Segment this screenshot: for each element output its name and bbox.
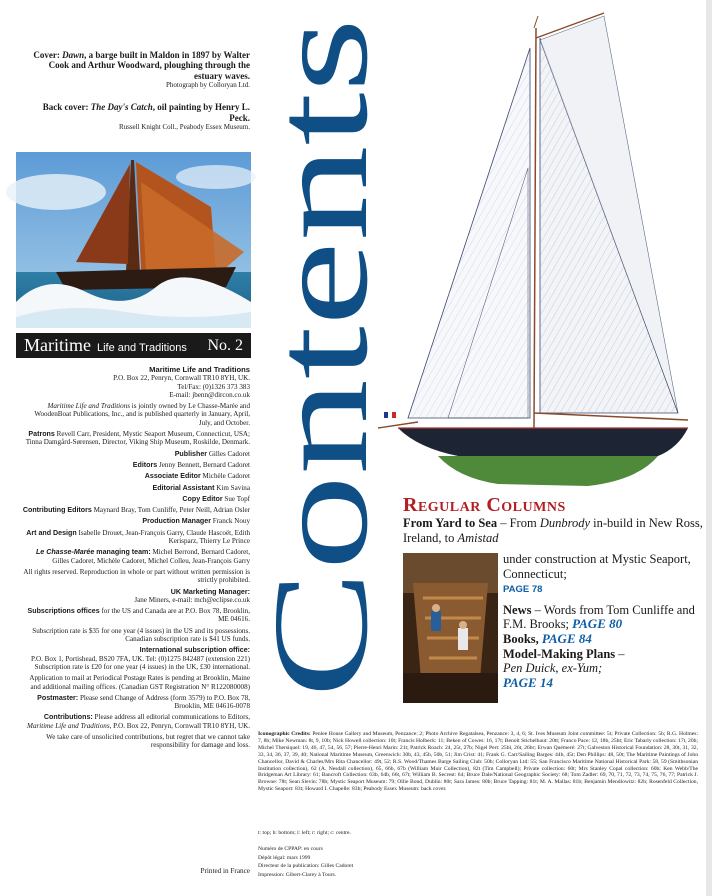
contributions-text: Please address all editorial communications to Editors, xyxy=(92,713,250,722)
yard-to-sea-intro xyxy=(403,516,703,546)
model-making-entry xyxy=(503,647,703,691)
art-design-names: Isabelle Drouet, Jean-François Garry, Claude Hascoët, Edith Kerisparz, Thierry Le Prince xyxy=(78,528,250,546)
contributing-editors-label: Contributing Editors xyxy=(22,506,92,515)
regular-columns-title: Regular Columns xyxy=(403,494,566,516)
postage-text: Application to mail at Periodical Postage Rates is pending at Brooklin, Maine and additional mailing offices. (Canadian GST Registration N° R122080008) xyxy=(29,674,250,691)
admin-line: Numéro de CPPAP: en cours xyxy=(258,846,323,852)
banner-title xyxy=(24,335,187,356)
yard-text-b: in-build in New Ross, Ireland, to xyxy=(403,516,703,545)
admin-line: Dépôt légal: mars 1999 xyxy=(258,854,311,861)
cover-caption xyxy=(22,50,250,81)
cover-captions xyxy=(22,50,250,132)
art-design-label: Art and Design xyxy=(26,528,77,537)
admin-info xyxy=(258,845,353,879)
subscriptions-text: for the US and Canada are at P.O. Box 78, Brooklin, ME 04616. xyxy=(99,607,250,624)
yard-to-sea-label: From Yard to Sea xyxy=(403,516,498,530)
yard-text-c: under construction at Mystic Seaport, Connecticut; xyxy=(503,552,691,581)
editors-names: Jenny Bennett, Bernard Cadoret xyxy=(158,460,250,469)
contributions-address: , P.O. Box 22, Penryn, Cornwall TR10 8YH, UK. xyxy=(109,721,250,730)
yard-ship-amistad: Amistad xyxy=(457,531,499,545)
books-page-ref[interactable]: PAGE 84 xyxy=(541,630,592,646)
iconographic-text: Penlee House Gallery and Museum, Penzance: 2; Photo Archive Regatalsea, Penzance: 3, 4, 6; St. Ives Museum Joint committee: 5t; Private Collection: 5b; R.G. Holmes: 7, 8b; Mike Newman: 8t, 9, 10b; Nick Howell collection: 10t; Francis Holbeck: 11; Beken of Cowes: 16, 17t; Benoît Stichelbaut: 20tt; Franco Pace: 12, 18b, 25bt; Eric Tabarly collection: 17t, 20b; Michel Thersiquel: 19, 46, 47, 54, 56, 57; Pierre-Henri Marin: 21t; Patrick Roach: 24, 25t, 27b; Nigel Pert: 25bl, 26t, 26br; Erwan Quémeré: 27t; Galveston Historical Foundation: 28, 30t, 31, 32, 33, 34, 36, 37, 39, 40; National Maritime Museum, Greenwich: 30b, 43, 45b, 50b, 51; Jim Crist: 41; Frank G. Carr/Sailing Barges: 44b, 45t; Den Phillips: 48, 50t; The Maritime Paintings of John Chancellor, David & Charles/Mrs Rita Chancellor: 49t, 52; R.S. Wood/Thames Barge Sailing Club: 50b; Colloryan Ltd: 55; San Francisco Maritime National Historical Park: 58, 59 (Smithsonian Institution collection), 62 (A. Nesdall collection), 65, 66b, 67b (William Muir Collection), 82t (Tim Campbell); Private collection: 60t; Mrs Stanley Copal collection: 60b; Ken Webb/The Bridgeman Art Library: 61; Bancroft Collection: 63b, 64b, 66t, 67t; William B. Secrest: 64; Bruce Dale/National Geographic Society: 68; Tom Zadler: 69, 70, 71, 72, 73, 74, 75, 76, 77; Patrick J. Browne: 78t; Sean Slevin: 78b; Mystic Seaport Museum: 79; Ollie Bond, Dublin: 80t; Sara James: 80b; Bruce Tapping: 81t; M. A. Mallas: 81b; Benjamin Mendlowitz: 82b; Rosenfeld Collection, Mystic Seaport: 83t; Howard I. Chapelle: 83b; Peabody Essex Museum: back cover. xyxy=(258,731,698,793)
cover-text: , a barge built in Maldon in 1897 by Walter Cook and Arthur Woodward, ploughing through the estuary waves. xyxy=(48,50,250,81)
regular-columns-list xyxy=(503,552,703,690)
publication-email: E-mail: jbenn@dircon.co.uk xyxy=(169,390,250,399)
books-label: Books, xyxy=(503,631,539,646)
admin-line: Directeur de la publication: Gilles Cadoret xyxy=(258,863,354,870)
back-cover-text: , oil painting by Henry L. Peck. xyxy=(152,102,250,123)
contributions-title: Maritime Life and Traditions xyxy=(27,721,110,730)
iconographic-label: Iconographic Credits: xyxy=(258,731,311,737)
international-label: International subscription office: xyxy=(139,646,250,655)
postmaster-text: Please send Change of Address (form 3579) to P.O. Box 78, Brooklin, ME 04616-0078 xyxy=(78,693,250,711)
cover-label: Cover: xyxy=(33,50,60,60)
associate-editor-label: Associate Editor xyxy=(144,472,201,481)
care-text: We take care of unsolicited contributions, but regret that we cannot take responsibility for damage and loss. xyxy=(46,732,250,750)
position-key: t: top; b: bottom; l: left; r: right; c: centre. xyxy=(258,830,351,836)
associate-editor-name: Michèle Cadoret xyxy=(202,472,250,481)
lcm-names: Michel Berrond, Bernard Cadoret, Gilles Cadoret, Michèle Cadoret, Michel Colleu, Jean-François Garry xyxy=(52,548,250,565)
yard-page-ref[interactable]: PAGE 78 xyxy=(503,584,543,596)
publisher-name: Gilles Cadoret xyxy=(208,449,250,458)
lcm-label-italic: Le Chasse-Marée xyxy=(35,548,95,557)
sail-plan-illustration xyxy=(378,8,696,490)
subscriptions-label: Subscriptions offices xyxy=(27,607,100,616)
rights-text: All rights reserved. Reproduction in whole or part without written permission is strictly prohibited. xyxy=(23,567,250,585)
admin-line: Impression: Gibert-Clarey à Tours. xyxy=(258,871,337,878)
model-making-label: Model-Making Plans xyxy=(503,646,616,661)
model-making-ships: Pen Duick, ex-Yum; xyxy=(503,661,603,676)
model-making-page-ref[interactable]: PAGE 14 xyxy=(503,674,553,690)
maritime-banner xyxy=(16,333,251,358)
contributions-label: Contributions: xyxy=(43,713,93,722)
patrons-label: Patrons xyxy=(28,430,55,439)
postmaster-label: Postmaster: xyxy=(37,693,79,702)
editorial-assistant-label: Editorial Assistant xyxy=(152,483,215,492)
yard-text-a: – From xyxy=(497,516,540,530)
contents-title-text: Contents xyxy=(246,214,396,698)
copy-editor-label: Copy Editor xyxy=(182,494,223,503)
production-manager-label: Production Manager xyxy=(142,517,211,526)
patrons-text: Revell Carr, President, Mystic Seaport Museum, Connecticut, USA; Tinna Damgård-Sørensen, Director, Viking Ship Museum, Roskilde, Denmark. xyxy=(25,430,250,447)
publication-telfax: Tel/Fax: (0)1326 373 383 xyxy=(177,382,250,391)
contributing-editors-names: Maynard Bray, Tom Cunliffe, Peter Neill, Adrian Osler xyxy=(93,506,250,515)
copy-editor-name: Sue Topf xyxy=(224,494,250,503)
back-cover-credit: Russell Knight Coll., Peabody Essex Museum. xyxy=(118,123,250,132)
owned-title: Maritime Life and Traditions xyxy=(47,402,131,411)
printed-in-france: Printed in France xyxy=(200,867,250,875)
shipyard-photo xyxy=(403,553,498,703)
production-manager-name: Franck Nouy xyxy=(212,517,250,526)
international-text: P.O. Box 1, Portishead, BS20 7FA, UK. Tel: (0)1275 842487 (extension 221) Subscription rate is £20 for one year (4 issues) in the UK, £30 international. xyxy=(31,654,250,671)
yard-to-sea-continued xyxy=(503,552,703,598)
banner-maritime: Maritime xyxy=(24,335,91,355)
publication-name: Maritime Life and Traditions xyxy=(149,365,250,374)
editorial-assistant-name: Kim Savina xyxy=(216,483,250,492)
banner-life-traditions: Life and Traditions xyxy=(96,342,187,354)
cover-photo-credit: Photograph by Colloryan Ltd. xyxy=(166,81,250,90)
cover-title: Dawn xyxy=(62,50,85,60)
page-edge xyxy=(706,0,712,896)
yard-ship-dunbrody: Dunbrody xyxy=(539,516,591,530)
model-making-dash: – xyxy=(615,646,625,661)
news-page-ref[interactable]: PAGE 80 xyxy=(572,616,623,632)
banner-issue-number: No. 2 xyxy=(207,336,243,354)
back-cover-label: Back cover: xyxy=(42,102,89,113)
editors-label: Editors xyxy=(132,460,158,469)
masthead xyxy=(22,366,250,753)
back-cover-caption xyxy=(22,102,250,123)
news-text: – Words from Tom Cunliffe and F.M. Brooks; xyxy=(503,602,695,632)
subscription-rate: Subscription rate is $35 for one year (4 issues) in the US and its possessions. Canadian subscription rate is $41 US funds. xyxy=(32,626,250,644)
uk-marketing-label: UK Marketing Manager: xyxy=(170,587,250,596)
news-entry xyxy=(503,603,703,632)
contents-title xyxy=(246,8,396,708)
back-cover-title: The Day's Catch xyxy=(90,102,153,113)
publisher-label: Publisher xyxy=(174,449,208,458)
uk-marketing-contact: Jane Miners, e-mail: mch@eclipse.co.uk xyxy=(134,595,250,604)
barge-photo xyxy=(16,152,251,328)
news-label: News xyxy=(503,602,532,617)
iconographic-credits xyxy=(258,731,698,793)
publication-address: P.O. Box 22, Penryn, Cornwall TR10 8YH, UK. xyxy=(113,374,250,383)
books-entry xyxy=(503,632,703,647)
regular-columns-section xyxy=(403,494,703,546)
ownership-text: is jointly owned by Le Chasse-Marée and WoodenBoat Publications, Inc., and is published quarterly in January, April, July, and October. xyxy=(34,402,250,427)
lcm-label-rest: managing team: xyxy=(94,548,151,557)
